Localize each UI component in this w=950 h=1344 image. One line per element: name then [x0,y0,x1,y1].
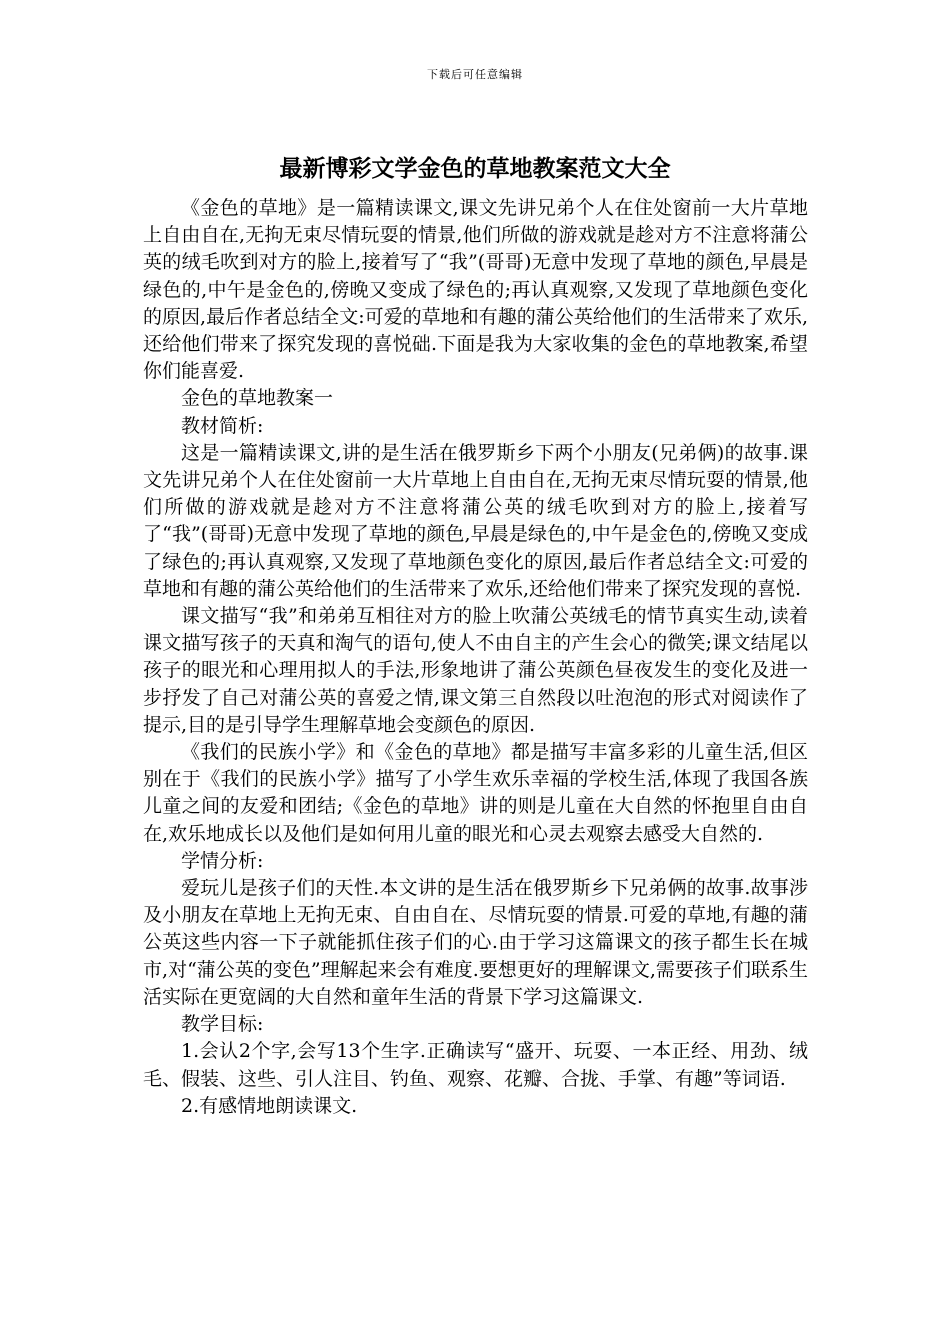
text-description-paragraph: 课文描写“我”和弟弟互相往对方的脸上吹蒲公英绒毛的情节真实生动,读着课文描写孩子的天真和淘气的语句,使人不由自主的产生会心的微笑;课文结尾以孩子的眼光和心理用拟人的手法,形象地讲了蒲公英颜色昼夜发生的变化及进一步抒发了自己对蒲公英的喜爱之情,课文第三自然段以吐泡泡的形式对阅读作了提示,目的是引导学生理解草地会变颜色的原因. [143,605,808,736]
student-analysis-paragraph: 爱玩儿是孩子们的天性.本文讲的是生活在俄罗斯乡下兄弟俩的故事.故事涉及小朋友在草地上无拘无束、自由自在、尽情玩耍的情景.可爱的草地,有趣的蒲公英这些内容一下子就能抓住孩子们的心.由于学习这篇课文的孩子都生长在城市,对“蒲公英的变色”理解起来会有难度.要想更好的理解课文,需要孩子们联系生活实际在更宽阔的大自然和童年生活的背景下学习这篇课文. [143,877,808,1008]
teaching-goal-1: 1.会认2个字,会写13个生字.正确读写“盛开、玩耍、一本正经、用劲、绒毛、假装、这些、引人注目、钓鱼、观察、花瓣、合拢、手掌、有趣”等词语. [143,1040,808,1090]
header-note: 下载后可任意编辑 [427,68,523,81]
document-title: 最新博彩文学金色的草地教案范文大全 [279,156,671,182]
section-heading-lesson-plan-one: 金色的草地教案一 [181,387,334,410]
section-heading-textbook-analysis: 教材简析: [181,414,264,437]
section-heading-teaching-goals: 教学目标: [181,1013,264,1036]
textbook-analysis-paragraph: 这是一篇精读课文,讲的是生活在俄罗斯乡下两个小朋友(兄弟俩)的故事.课文先讲兄弟个人在住处窗前一大片草地上自由自在,无拘无束尽情玩耍的情景,他们所做的游戏就是趁对方不注意将蒲公英的绒毛吹到对方的脸上,接着写了“我”(哥哥)无意中发现了草地的颜色,早晨是绿色的,中午是金色的,傍晚又变成了绿色的;再认真观察,又发现了草地颜色变化的原因,最后作者总结全文:可爱的草地和有趣的蒲公英给他们的生活带来了欢乐,还给他们带来了探究发现的喜悦. [143,441,808,600]
section-heading-student-analysis: 学情分析: [181,849,264,872]
document-body [143,195,808,1120]
comparison-paragraph: 《我们的民族小学》和《金色的草地》都是描写丰富多彩的儿童生活,但区别在于《我们的民族小学》描写了小学生欢乐幸福的学校生活,体现了我国各族儿童之间的友爱和团结;《金色的草地》讲的则是儿童在大自然的怀抱里自由自在,欢乐地成长以及他们是如何用儿童的眼光和心灵去观察去感受大自然的. [143,741,808,845]
intro-paragraph: 《金色的草地》是一篇精读课文,课文先讲兄弟个人在住处窗前一大片草地上自由自在,无拘无束尽情玩耍的情景,他们所做的游戏就是趁对方不注意将蒲公英的绒毛吹到对方的脸上,接着写了“我”(哥哥)无意中发现了草地的颜色,早晨是绿色的,中午是金色的,傍晚又变成了绿色的;再认真观察,又发现了草地颜色变化的原因,最后作者总结全文:可爱的草地和有趣的蒲公英给他们的生活带来了欢乐,还给他们带来了探究发现的喜悦础.下面是我为大家收集的金色的草地教案,希望你们能喜爱. [143,197,808,383]
teaching-goal-2: 2.有感情地朗读课文. [181,1094,358,1117]
